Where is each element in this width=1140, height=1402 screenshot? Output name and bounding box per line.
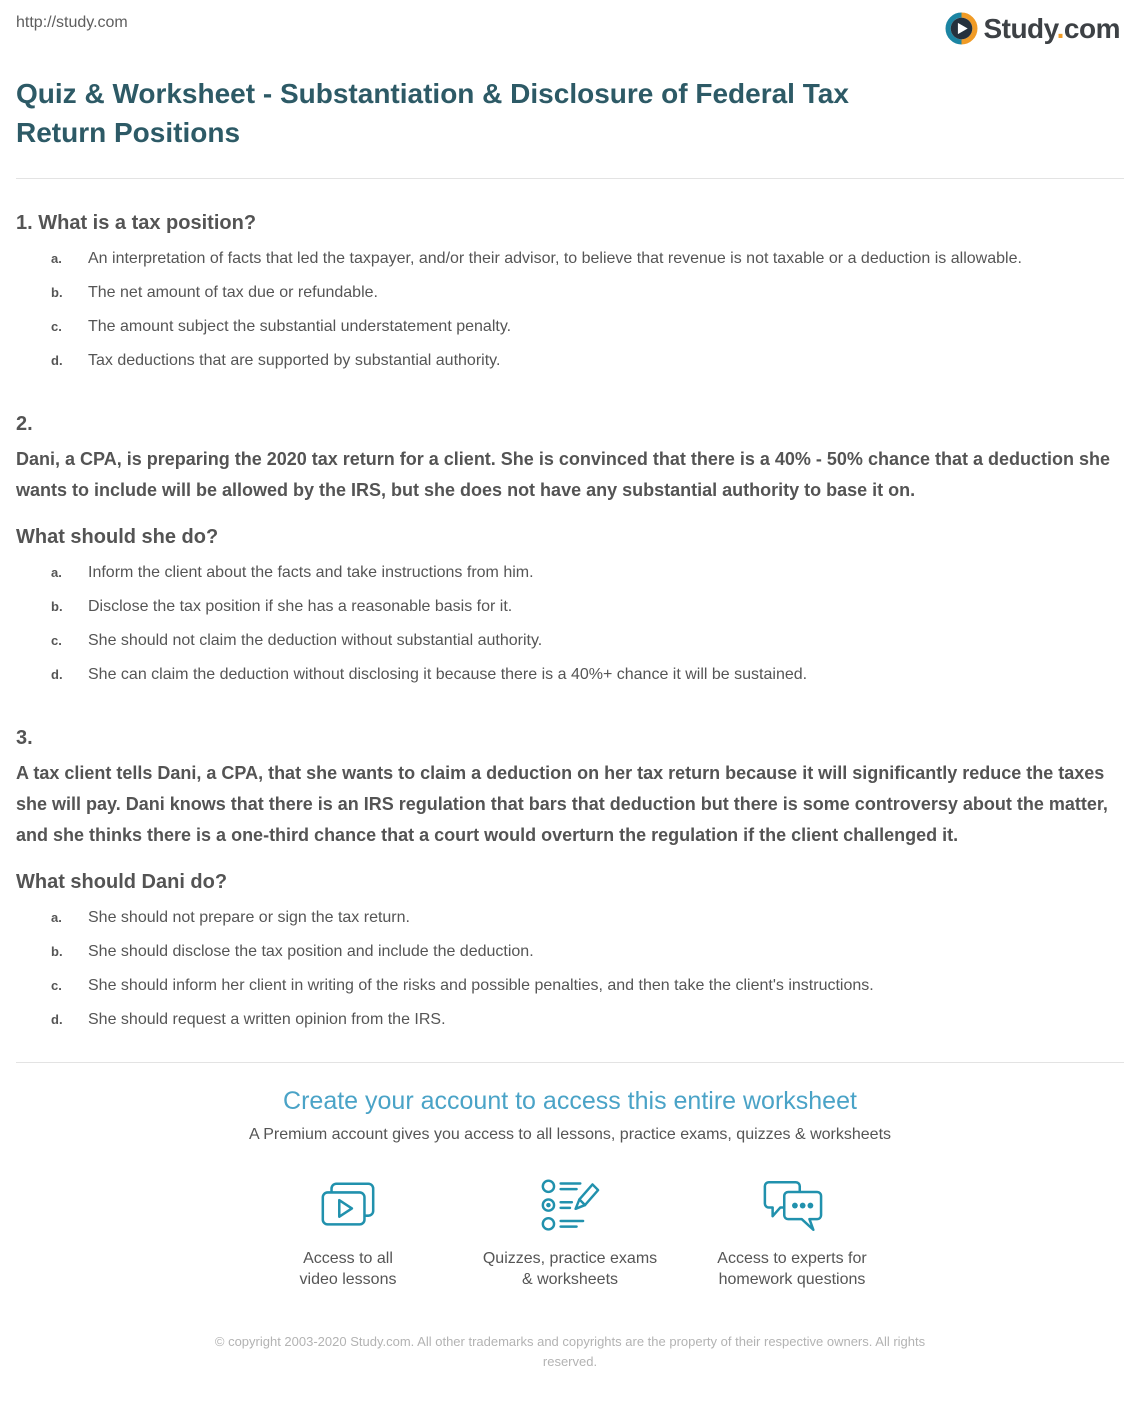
page-url: http://study.com: [16, 14, 128, 31]
cta-heading[interactable]: Create your account to access this entire worksheet: [283, 1087, 857, 1116]
feature-experts: [681, 1176, 903, 1290]
feature-label: Quizzes, practice exams & worksheets: [482, 1250, 658, 1289]
question-3: [16, 727, 1124, 1030]
question-1: [16, 212, 1124, 371]
logo-dot: .: [1056, 12, 1064, 44]
question-2-number: 2.: [16, 413, 33, 436]
option-letter: c.: [51, 978, 62, 994]
option-text: She should disclose the tax position and include the deduction.: [88, 943, 534, 961]
top-divider: [16, 178, 1124, 179]
option-letter: a.: [51, 910, 62, 926]
question-2: [16, 413, 1124, 685]
option-text: She should inform her client in writing of the risks and possible penalties, and then take the client's instructions.: [88, 977, 874, 995]
question-1-option-b[interactable]: [16, 283, 1124, 303]
question-2-option-c[interactable]: [16, 631, 1124, 651]
option-letter: d.: [51, 353, 63, 369]
option-letter: b.: [51, 944, 63, 960]
question-2-body: Dani, a CPA, is preparing the 2020 tax return for a client. She is convinced that there is a 40% - 50% chance that a deduction she wants to include will be allowed by the IRS, but she does not have any substantial authority to base it on.: [16, 449, 1110, 501]
question-1-option-c[interactable]: [16, 317, 1124, 337]
question-3-option-a[interactable]: [16, 908, 1124, 928]
question-2-options: [16, 563, 1124, 685]
option-letter: a.: [51, 251, 62, 267]
cta-section: [0, 1087, 1140, 1402]
question-1-options: [16, 249, 1124, 371]
experts-chat-icon: [681, 1176, 903, 1236]
option-text: She should not claim the deduction without substantial authority.: [88, 632, 543, 650]
question-2-option-b[interactable]: [16, 597, 1124, 617]
option-letter: a.: [51, 565, 62, 581]
question-3-body: A tax client tells Dani, a CPA, that she wants to claim a deduction on her tax return because it will significantly reduce the taxes she will pay. Dani knows that there is an IRS regulation that bars that deduction but there is some controversy about the matter, and she thinks there is a one-third chance that a court would overturn the regulation if the client challenged it.: [16, 763, 1108, 846]
quizzes-worksheets-icon: [459, 1176, 681, 1236]
question-3-option-c[interactable]: [16, 976, 1124, 996]
option-letter: b.: [51, 285, 63, 301]
page-header: [0, 0, 1140, 45]
option-letter: b.: [51, 599, 63, 615]
feature-quizzes: [459, 1176, 681, 1290]
question-3-option-b[interactable]: [16, 942, 1124, 962]
question-2-subheading: What should she do?: [16, 526, 219, 549]
question-1-heading: 1. What is a tax position?: [16, 212, 257, 235]
option-letter: c.: [51, 633, 62, 649]
option-text: The net amount of tax due or refundable.: [88, 284, 378, 302]
option-text: The amount subject the substantial understatement penalty.: [88, 318, 512, 336]
option-letter: c.: [51, 319, 62, 335]
studycom-wordmark: Study.com: [983, 12, 1120, 44]
option-text: Tax deductions that are supported by substantial authority.: [88, 352, 501, 370]
question-2-option-d[interactable]: [16, 665, 1124, 685]
question-3-number: 3.: [16, 727, 33, 750]
feature-label: Access to all video lessons: [299, 1250, 397, 1289]
option-text: Disclose the tax position if she has a reasonable basis for it.: [88, 598, 513, 616]
question-2-option-a[interactable]: [16, 563, 1124, 583]
option-text: She should not prepare or sign the tax return.: [88, 909, 410, 927]
question-1-option-a[interactable]: [16, 249, 1124, 269]
option-letter: d.: [51, 1012, 63, 1028]
bottom-divider: [16, 1062, 1124, 1063]
option-text: Inform the client about the facts and take instructions from him.: [88, 564, 534, 582]
question-3-subheading: What should Dani do?: [16, 871, 228, 894]
feature-list: [0, 1176, 1140, 1290]
video-lessons-icon: [237, 1176, 459, 1236]
cta-subheading: A Premium account gives you access to all lessons, practice exams, quizzes & worksheets: [248, 1126, 892, 1144]
option-text: An interpretation of facts that led the taxpayer, and/or their advisor, to believe that revenue is not taxable or a deduction is allowable.: [88, 250, 1022, 268]
question-1-option-d[interactable]: [16, 351, 1124, 371]
question-3-option-d[interactable]: [16, 1010, 1124, 1030]
copyright-text: © copyright 2003-2020 Study.com. All other trademarks and copyrights are the property of their respective owners. All rights reserved.: [214, 1334, 926, 1370]
option-text: She can claim the deduction without disclosing it because there is a 40%+ chance it will be sustained.: [88, 666, 808, 684]
option-letter: d.: [51, 667, 63, 683]
feature-video-lessons: [237, 1176, 459, 1290]
option-text: She should request a written opinion from the IRS.: [88, 1011, 446, 1029]
feature-label: Access to experts for homework questions: [717, 1250, 867, 1289]
studycom-logo[interactable]: [945, 12, 1120, 45]
page-title: Quiz & Worksheet - Substantiation & Disclosure of Federal Tax Return Positions: [16, 78, 849, 148]
question-3-options: [16, 908, 1124, 1030]
play-icon: [945, 12, 978, 45]
